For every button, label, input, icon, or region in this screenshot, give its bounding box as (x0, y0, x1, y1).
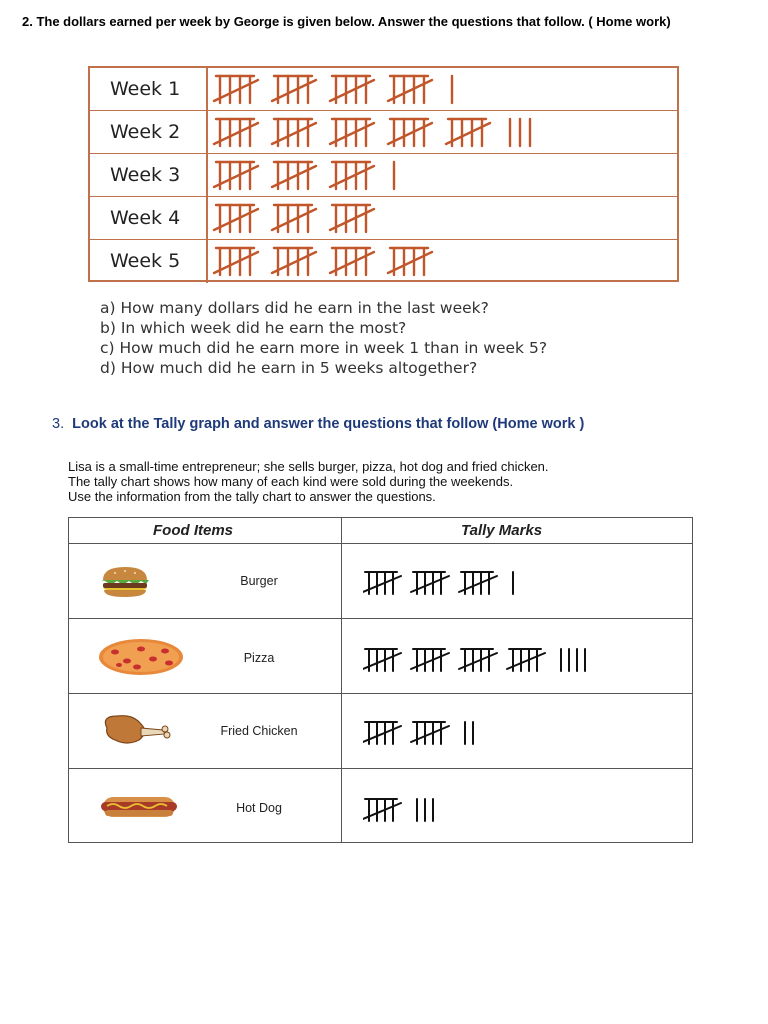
pizza-icon (97, 637, 185, 677)
fried-chicken-icon (97, 712, 177, 748)
burger-icon (97, 564, 153, 600)
table-row (69, 544, 692, 619)
tally-marks (363, 793, 683, 827)
tally-marks (212, 154, 672, 196)
food-label: Pizza (243, 651, 275, 665)
question-number: 3. (52, 416, 65, 432)
tally-marks (212, 240, 672, 283)
table-header (69, 518, 692, 544)
question-3-intro (68, 459, 549, 504)
food-label: Burger (240, 574, 278, 588)
tally-marks (212, 68, 672, 110)
subquestion-c: c) How much did he earn more in week 1 than in week 5? (100, 339, 548, 357)
table-row (90, 197, 677, 240)
intro-line: Use the information from the tally chart to answer the questions. (68, 489, 436, 504)
intro-line: Lisa is a small-time entrepreneur; she sells burger, pizza, hot dog and fried chicken. (68, 459, 549, 474)
table-row (90, 154, 677, 197)
food-sales-tally-table (68, 517, 693, 843)
subquestion-d: d) How much did he earn in 5 weeks altogether? (100, 359, 478, 377)
question-3-heading (52, 416, 584, 432)
table-row (90, 111, 677, 154)
tally-marks (212, 111, 672, 153)
week-label: Week 5 (90, 240, 208, 283)
tally-marks (363, 643, 683, 677)
table-row (90, 240, 677, 283)
week-label: Week 1 (90, 68, 208, 110)
question-2-heading: 2. The dollars earned per week by George is given below. Answer the questions that follow. ( Home work) (22, 14, 671, 29)
table-row (69, 619, 692, 694)
weekly-earnings-tally-table (88, 66, 679, 282)
subquestion-a: a) How many dollars did he earn in the last week? (100, 299, 489, 317)
header-tally-marks: Tally Marks (461, 522, 543, 539)
food-label: Fried Chicken (220, 724, 298, 738)
food-label: Hot Dog (236, 801, 282, 815)
week-label: Week 2 (90, 111, 208, 153)
tally-marks (363, 716, 683, 750)
hot-dog-icon (97, 793, 181, 821)
question-2-subquestions (100, 298, 547, 378)
subquestion-b: b) In which week did he earn the most? (100, 319, 407, 337)
table-row (69, 694, 692, 769)
intro-line: The tally chart shows how many of each kind were sold during the weekends. (68, 474, 514, 489)
question-3-text: Look at the Tally graph and answer the questions that follow (Home work ) (72, 416, 585, 432)
week-label: Week 4 (90, 197, 208, 239)
tally-marks (212, 197, 672, 239)
tally-marks (363, 566, 683, 600)
header-food-items: Food Items (153, 522, 234, 539)
week-label: Week 3 (90, 154, 208, 196)
table-row (90, 68, 677, 111)
table-row (69, 769, 692, 844)
